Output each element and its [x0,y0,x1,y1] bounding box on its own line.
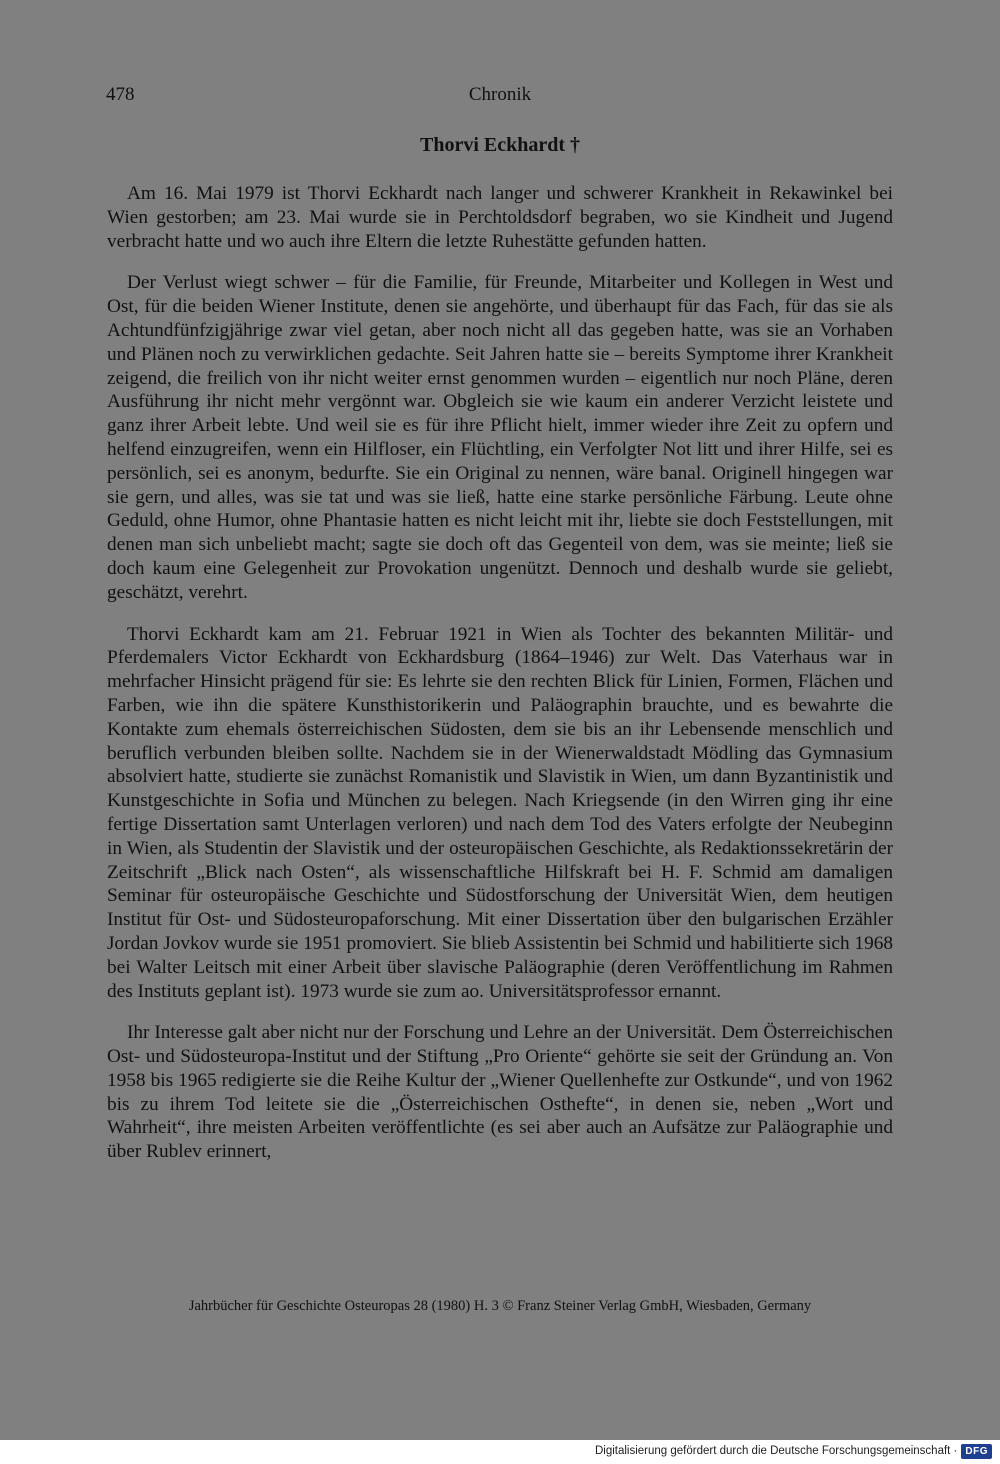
paragraph: Der Verlust wiegt schwer – für die Familie, für Freunde, Mitarbeiter und Kollegen in West und Ost, für die beiden Wiener Institute, denen sie angehörte, und überhaupt für das Fach, für das sie als Achtundfünfzigjährige zwar viel getan, aber noch nicht all das gegeben hatte, was sie an Vorhaben und Plänen noch zu verwirklichen gedachte. Seit Jahren hatte sie – bereits Symptome ihrer Krankheit zeigend, die freilich von ihr nicht weiter ernst genommen wurden – eigentlich nur noch Pläne, deren Ausführung ihr nicht mehr vergönnt war. Obgleich sie wie kaum ein anderer Verzicht leistete und ganz ihrer Arbeit lebte. Und weil sie es für ihre Pflicht hielt, immer wieder ihre Zeit zu opfern und helfend einzugreifen, wenn ein Hilfloser, ein Flüchtling, ein Verfolgter Not litt und ihrer Hilfe, sei es persönlich, sei es anonym, bedurfte. Sie ein Original zu nennen, wäre banal. Originell hingegen war sie gern, und alles, was sie tat und was sie ließ, hatte eine starke persönliche Färbung. Leute ohne Geduld, ohne Humor, ohne Phantasie hatten es nicht leicht mit ihr, liebte sie doch Feststellungen, mit denen man sich unbeliebt macht; sagte sie doch oft das Gegenteil von dem, was sie meinte; ließ sie doch kaum eine Gelegenheit zur Provokation ungenützt. Dennoch und deshalb wurde sie geliebt, geschätzt, verehrt. [107,272,893,603]
digitization-banner [595,1442,992,1460]
dfg-logo: DFG [961,1444,992,1459]
paragraph: Am 16. Mai 1979 ist Thorvi Eckhardt nach langer und schwerer Krankheit in Rekawinkel bei Wien gestorben; am 23. Mai wurde sie in Perchtoldsdorf begraben, wo sie Kindheit und Jugend verbracht hatte und wo auch ihre Eltern die letzte Ruhestätte gefunden hatten. [107,183,893,252]
article-body [107,182,893,1182]
article-title: Thorvi Eckhardt † [419,134,581,156]
running-head: Chronik [468,84,532,105]
journal-citation: Jahrbücher für Geschichte Osteuropas 28 (1980) H. 3 © Franz Steiner Verlag GmbH, Wiesbaden, Germany [188,1298,812,1314]
page-number: 478 [106,84,135,105]
paragraph: Ihr Interesse galt aber nicht nur der Forschung und Lehre an der Universität. Dem Österreichischen Ost- und Südosteuropa-Institut und der Stiftung „Pro Oriente“ gehörte sie seit der Gründung an. Von 1958 bis 1965 redigierte sie die Reihe Kultur der „Wiener Quellenhefte zur Ostkunde“, und von 1962 bis zu ihrem Tod leitete sie die „Österreichischen Osthefte“, in denen sie, neben „Wort und Wahrheit“, ihre meisten Arbeiten veröffentlichte (es sei aber auch an Aufsätze zur Paläographie und über Rublev erinnert, [107,1022,893,1163]
digitization-credit: Digitalisierung gefördert durch die Deutsche Forschungsgemeinschaft · [594,1445,958,1457]
paragraph: Thorvi Eckhardt kam am 21. Februar 1921 in Wien als Tochter des bekannten Militär- und Pferdemalers Victor Eckhardt von Eckhardsburg (1864–1946) zur Welt. Das Vaterhaus war in mehrfacher Hinsicht prägend für sie: Es lehrte sie den rechten Blick für Linien, Formen, Flächen und Farben, wie ihn die spätere Kunsthistorikerin und Paläographin brauchte, und es bewahrte die Kontakte zum ehemals österreichischen Südosten, dem sie bis an ihr Lebensende menschlich und beruflich verbunden bleiben sollte. Nachdem sie in der Wienerwaldstadt Mödling das Gymnasium absolviert hatte, studierte sie zunächst Romanistik und Slavistik in Wien, um dann Byzantinistik und Kunstgeschichte in Sofia und München zu belegen. Nach Kriegsende (in den Wirren ging ihr eine fertige Dissertation samt Unterlagen verloren) und nach dem Tod des Vaters erfolgte der Neubeginn in Wien, als Studentin der Slavistik und der osteuropäischen Geschichte, als Redaktionssekretärin der Zeitschrift „Blick nach Osten“, als wissenschaftliche Hilfskraft bei H. F. Schmid am damaligen Seminar für osteuropäische Geschichte und Südostforschung der Universität Wien, dem heutigen Institut für Ost- und Südosteuropaforschung. Mit einer Dissertation über den bulgarischen Erzähler Jordan Jovkov wurde sie 1951 promoviert. Sie blieb Assistentin bei Schmid und habilitierte sich 1968 bei Walter Leitsch mit einer Arbeit über slavische Paläographie (deren Veröffentlichung im Rahmen des Instituts geplant ist). 1973 wurde sie zum ao. Universitätsprofessor ernannt. [107,623,893,1002]
